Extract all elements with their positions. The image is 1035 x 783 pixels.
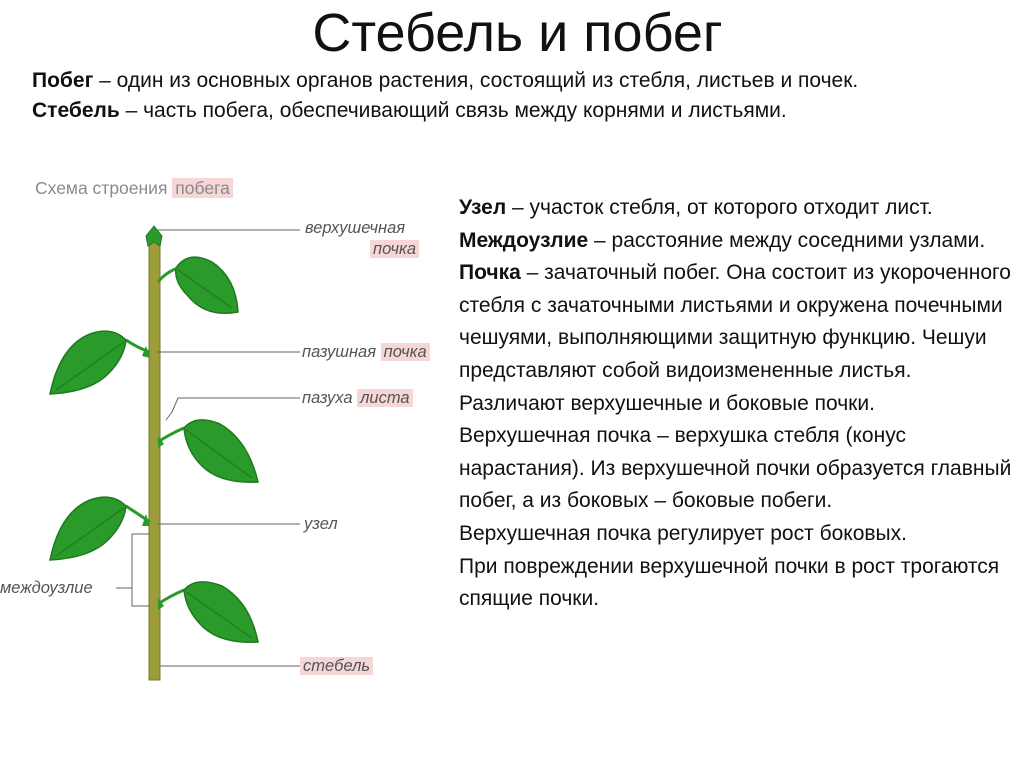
- label-stem-text: стебель: [300, 657, 373, 675]
- stem-definition: [32, 96, 992, 126]
- label-axillary-part2: почка: [381, 343, 430, 361]
- label-internode-text: междоузлие: [0, 579, 93, 597]
- buds-types-paragraph: Различают верхушечные и боковые почки.: [459, 391, 875, 415]
- bud-term: Почка: [459, 261, 521, 285]
- label-internode: [0, 578, 93, 599]
- node-term: Узел: [459, 196, 507, 219]
- bud-def-text: – зачаточный побег. Она состоит из укороченного стебля с зачаточными листьями и окружена почечными чешуями, выполняющими защитную функцию. Чешуи представляют собой видоизмененные листья.: [459, 261, 1011, 382]
- scheme-title-prefix: Схема строения: [35, 178, 173, 198]
- internode-term: Междоузлие: [459, 228, 589, 252]
- label-axillary-bud: [302, 342, 430, 363]
- scheme-title-highlight: побега: [172, 178, 233, 198]
- leaf-lower-left: [50, 497, 150, 560]
- apical-bud-paragraph: Верхушечная почка – верхушка стебля (конус нарастания). Из верхушечной почки образуется главный побег, а из боковых – боковые побеги.: [459, 424, 1012, 513]
- shoot-definition: [32, 66, 992, 96]
- shoot-def-text: – один из основных органов растения, состоящий из стебля, листьев и почек.: [93, 69, 859, 92]
- internode-def-text: – расстояние между соседними узлами.: [588, 228, 986, 252]
- leaf-upper-right: [158, 257, 238, 313]
- label-node: [304, 514, 338, 535]
- label-leaf-axil: [302, 388, 413, 409]
- page-title: Стебель и побег: [312, 3, 723, 63]
- leaf-lower-right: [158, 582, 258, 642]
- apical-regulation-paragraph: Верхушечная почка регулирует рост боковых.: [459, 521, 907, 545]
- definitions-block: [459, 192, 1029, 616]
- stem-shape: [149, 240, 160, 680]
- label-stem: [300, 656, 373, 677]
- internode-definition: [459, 225, 1029, 258]
- label-axil-part1: пазуха: [302, 389, 358, 407]
- label-apical-line1: верхушечная: [305, 219, 406, 237]
- label-apical-line2: почка: [370, 240, 419, 258]
- label-apical-bud: [305, 218, 405, 239]
- stem-term: Стебель: [32, 98, 120, 122]
- leaf-middle-left: [50, 331, 150, 394]
- node-def-text: – участок стебля, от которого отходит лист.: [506, 196, 933, 219]
- intro-block: [32, 66, 992, 125]
- leaf-middle-right: [158, 420, 258, 482]
- shoot-term: Побег: [32, 69, 94, 92]
- label-node-text: узел: [304, 515, 338, 533]
- stem-def-text: – часть побега, обеспечивающий связь между корнями и листьями.: [119, 98, 787, 122]
- node-definition: [459, 192, 1029, 225]
- bud-definition: [459, 257, 1029, 387]
- dormant-buds-paragraph: При повреждении верхушечной почки в рост трогаются спящие почки.: [459, 554, 1000, 611]
- label-axillary-part1: пазушная: [302, 343, 381, 361]
- label-apical-bud-line2: [370, 239, 419, 260]
- shoot-diagram: [0, 160, 470, 700]
- label-axil-part2: листа: [357, 389, 412, 407]
